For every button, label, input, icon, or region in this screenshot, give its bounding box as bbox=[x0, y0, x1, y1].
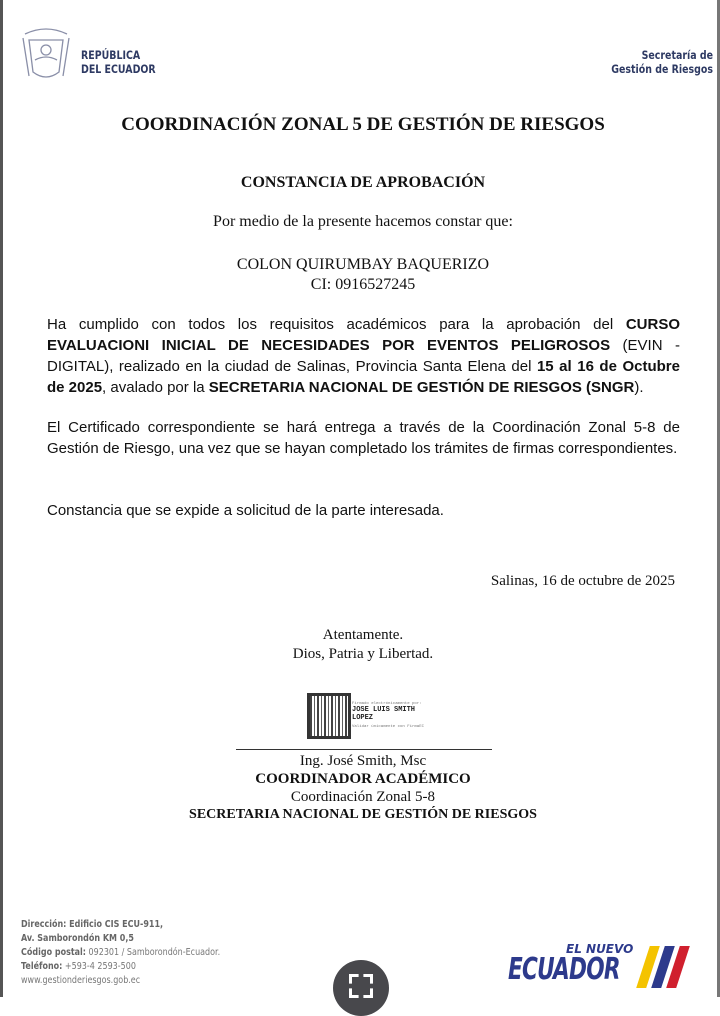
document-subtitle: CONSTANCIA DE APROBACIÓN bbox=[240, 174, 486, 191]
secretaria-label: Secretaría de bbox=[641, 48, 713, 62]
footer-contact bbox=[21, 918, 220, 988]
intro-text: Por medio de la presente hacemos constar que: bbox=[213, 213, 513, 230]
address: Edificio CIS ECU-911, bbox=[66, 919, 164, 930]
signed-by-label: Firmado electrónicamente por: bbox=[352, 702, 422, 706]
course-dates: 15 al 16 de Octubre de 2025 bbox=[47, 358, 680, 396]
closing-motto: Dios, Patria y Libertad. bbox=[292, 646, 434, 662]
coat-of-arms-logo bbox=[19, 26, 73, 84]
paragraph-request: Constancia que se expide a solicitud de la parte interesada. bbox=[47, 502, 444, 519]
signer-role: COORDINADOR ACADÉMICO bbox=[255, 771, 471, 787]
issue-date: Salinas, 16 de octubre de 2025 bbox=[490, 573, 675, 589]
p1-text: Ha cumplido con todos los requisitos académicos para la aprobación del bbox=[47, 316, 626, 333]
website-link[interactable]: www.gestionderiesgos.gob.ec bbox=[21, 975, 141, 986]
phone-label: Teléfono: bbox=[21, 961, 63, 972]
closing-attentively: Atentamente. bbox=[322, 627, 404, 643]
del-ecuador-label: DEL ECUADOR bbox=[81, 62, 156, 76]
brand-big-text: ECUADOR bbox=[508, 952, 620, 987]
postal-code: 092301 / Samborondón-Ecuador. bbox=[86, 947, 221, 958]
fullscreen-button[interactable] bbox=[333, 960, 389, 1016]
postal-label: Código postal: bbox=[21, 947, 86, 958]
signer-organization: SECRETARIA NACIONAL DE GESTIÓN DE RIESGOS bbox=[189, 807, 537, 822]
signer-unit: Coordinación Zonal 5-8 bbox=[290, 789, 436, 805]
recipient-ci: CI: 0916527245 bbox=[310, 276, 416, 293]
paragraph-certificate: El Certificado correspondiente se hará entrega a través de la Coordinación Zonal 5-8 de Gestión de Riesgo, una vez que se hayan completado los trámites de firmas correspondientes. bbox=[47, 419, 680, 457]
signature-line bbox=[236, 749, 492, 750]
course-name: CURSO EVALUACIONI INICIAL DE NECESIDADES POR EVENTOS PELIGROSOS bbox=[47, 316, 680, 354]
address-line2: Av. Samborondón KM 0,5 bbox=[21, 933, 134, 944]
recipient-name: COLON QUIRUMBAY BAQUERIZO bbox=[236, 256, 490, 273]
signature-qr-code bbox=[307, 693, 351, 739]
brand-small-text: EL NUEVO bbox=[566, 942, 634, 956]
phone: +593-4 2593-500 bbox=[62, 961, 136, 972]
institution-name: SECRETARIA NACIONAL DE GESTIÓN DE RIESGOS (SNGR bbox=[208, 379, 635, 396]
validate-label: Validar únicamente con FirmaEC bbox=[352, 725, 425, 729]
p1-text: (EVIN - DIGITAL), realizado en la ciudad de Salinas, Provincia Santa Elena del bbox=[47, 337, 680, 375]
gestion-riesgos-label: Gestión de Riesgos bbox=[611, 62, 713, 76]
fullscreen-icon bbox=[349, 974, 373, 998]
address-label: Dirección: bbox=[21, 919, 67, 930]
document-title: COORDINACIÓN ZONAL 5 DE GESTIÓN DE RIESGOS bbox=[121, 114, 605, 135]
p1-text: ). bbox=[634, 379, 644, 396]
signer-stamp: JOSE LUIS SMITH LOPEZ bbox=[352, 706, 416, 722]
paragraph-approval bbox=[47, 314, 680, 398]
republica-label: REPÚBLICA bbox=[81, 48, 141, 62]
signer-name: Ing. José Smith, Msc bbox=[299, 753, 427, 769]
el-nuevo-ecuador-logo bbox=[508, 940, 693, 992]
p1-text: , avalado por la bbox=[102, 379, 209, 396]
electronic-signature bbox=[352, 702, 424, 729]
